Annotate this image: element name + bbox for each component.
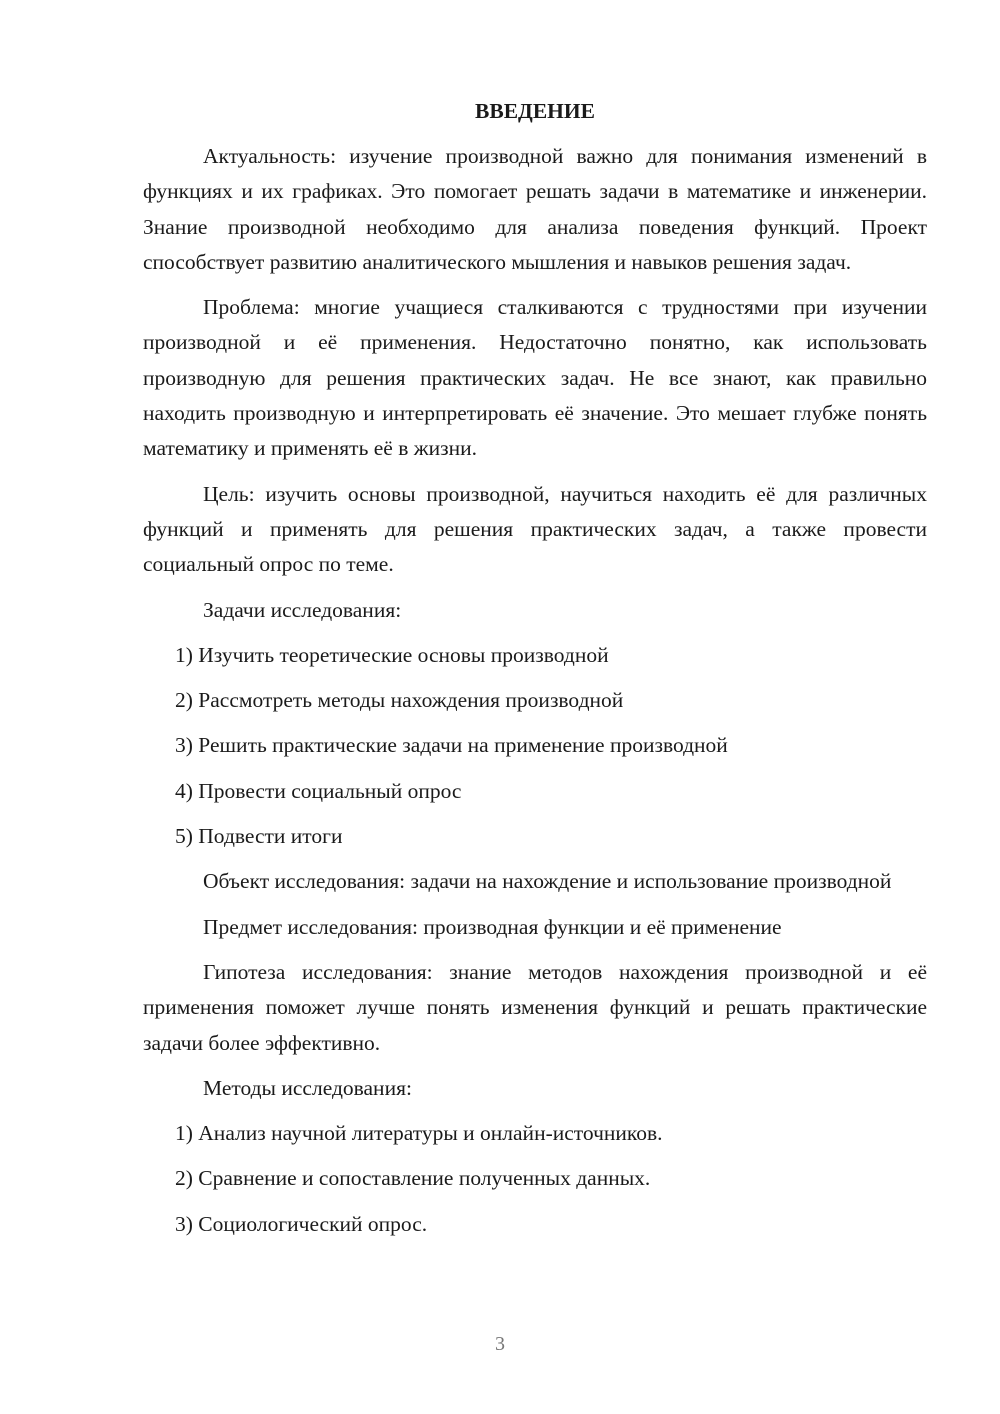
task-item: 3) Решить практические задачи на применение производной — [175, 733, 728, 758]
methods-heading: Методы исследования: — [203, 1075, 412, 1100]
problem-paragraph: Проблема: многие учащиеся сталкиваются с трудностями при изучении производной и её применения. Недостаточно понятно, как использовать производную для решения практических задач. Не все знают, как правильно находить производную и интерпретировать её значение. Это мешает глубже понять математику и применять её в жизни. — [143, 295, 927, 461]
method-item: 1) Анализ научной литературы и онлайн-источников. — [175, 1121, 663, 1146]
goal-paragraph: Цель: изучить основы производной, научиться находить её для различных функций и применять для решения практических задач, а также провести социальный опрос по теме. — [143, 481, 927, 577]
task-item: 5) Подвести итоги — [175, 824, 343, 849]
task-item: 1) Изучить теоретические основы производной — [175, 642, 609, 667]
method-item: 3) Социологический опрос. — [175, 1211, 428, 1236]
section-title: ВВЕДЕНИЕ — [475, 99, 595, 123]
method-item: 2) Сравнение и сопоставление полученных данных. — [175, 1166, 651, 1191]
hypothesis-paragraph: Гипотеза исследования: знание методов нахождения производной и её применения поможет лучше понять изменения функций и решать практические задачи более эффективно. — [143, 959, 927, 1055]
task-item: 2) Рассмотреть методы нахождения производной — [175, 688, 624, 713]
subject-paragraph: Предмет исследования: производная функции и её применение — [203, 914, 782, 939]
page-number: 3 — [495, 1333, 505, 1355]
task-item: 4) Провести социальный опрос — [175, 778, 462, 803]
object-paragraph: Объект исследования: задачи на нахождение и использование производной — [203, 869, 892, 894]
document-page — [143, 93, 927, 1252]
tasks-heading: Задачи исследования: — [203, 597, 402, 622]
relevance-paragraph: Актуальность: изучение производной важно для понимания изменений в функциях и их графиках. Это помогает решать задачи в математике и инженерии. Знание производной необходимо для анализа поведения функций. Проект способствует развитию аналитического мышления и навыков решения задач. — [143, 144, 927, 274]
